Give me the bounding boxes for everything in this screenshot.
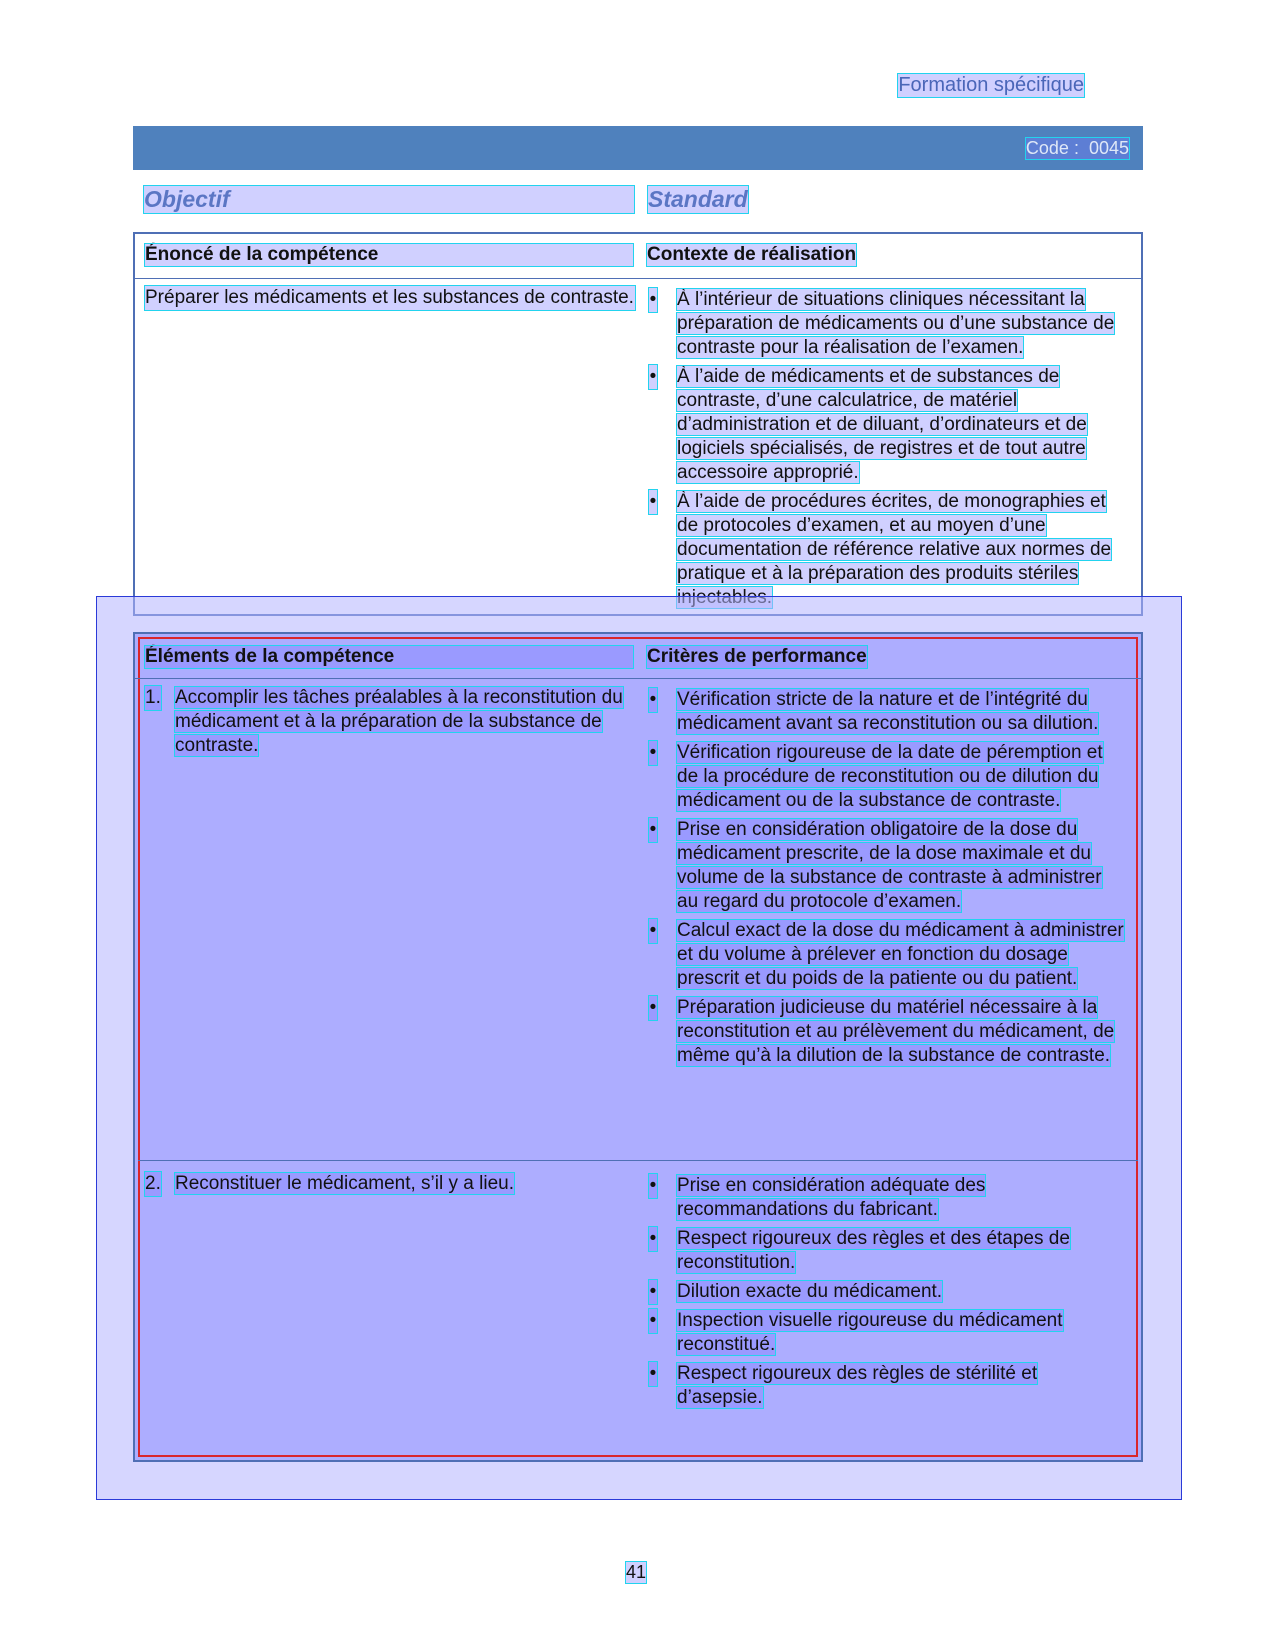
criterion-text: Calcul exact de la dose du médicament à administrer et du volume à prélever en fonction du dosage prescrit et du poids de la patiente ou du patient. <box>677 920 1124 989</box>
criterion-text: Inspection visuelle rigoureuse du médicament reconstitué. <box>677 1310 1063 1355</box>
criterion-text: Préparation judicieuse du matériel nécessaire à la reconstitution et au prélèvement du médicament, de même qu’à la dilution de la substance de contraste. <box>677 997 1115 1066</box>
bullet-icon: • <box>649 1281 657 1302</box>
bullet-icon: • <box>649 1175 657 1196</box>
bullet-icon: • <box>649 819 657 840</box>
code-bar <box>133 126 1143 170</box>
list-item <box>647 996 1125 1068</box>
list-item <box>647 1309 1125 1357</box>
list-item <box>145 686 625 758</box>
criteria-list-2 <box>647 1174 1125 1415</box>
standard-heading: Standard <box>648 186 748 212</box>
contexte-item-text: À l’intérieur de situations cliniques nécessitant la préparation de médicaments ou d’une substance de contraste pour la réalisation de l’examen. <box>677 289 1115 358</box>
list-item <box>647 1174 1125 1222</box>
criterion-text: Respect rigoureux des règles de stérilité et d’asepsie. <box>677 1363 1038 1408</box>
criterion-text: Vérification stricte de la nature et de l’intégrité du médicament avant sa reconstitution ou sa dilution. <box>677 689 1099 734</box>
bullet-icon: • <box>649 742 657 763</box>
element-text: Reconstituer le médicament, s’il y a lieu. <box>175 1173 514 1194</box>
contexte-list <box>647 288 1125 615</box>
bullet-icon: • <box>649 920 657 941</box>
list-item <box>647 1280 1125 1304</box>
code-value: 0045 <box>1088 138 1129 158</box>
header-divider <box>135 678 1141 679</box>
page-number: 41 <box>626 1562 647 1582</box>
criterion-text: Prise en considération adéquate des recommandations du fabricant. <box>677 1175 986 1220</box>
criteria-list-1 <box>647 688 1125 1073</box>
element-text: Accomplir les tâches préalables à la reconstitution du médicament et à la préparation de la substance de contraste. <box>175 687 623 756</box>
list-item <box>647 919 1125 991</box>
elements-header: Éléments de la compétence <box>145 646 633 668</box>
bullet-icon: • <box>649 1363 657 1384</box>
document-header-label: Formation spécifique <box>898 74 1084 96</box>
list-item <box>145 1172 625 1196</box>
list-item <box>647 818 1125 914</box>
criterion-text: Vérification rigoureuse de la date de péremption et de la procédure de reconstitution ou de dilution du médicament ou de la substance de contraste. <box>677 742 1103 811</box>
bullet-icon: • <box>649 1228 657 1249</box>
bullet-icon: • <box>649 1310 657 1331</box>
bullet-icon: • <box>649 289 657 310</box>
objectif-heading: Objectif <box>144 186 634 213</box>
list-item <box>647 688 1125 736</box>
code-label <box>1026 138 1129 159</box>
contexte-header: Contexte de réalisation <box>647 244 857 265</box>
competence-statement-table <box>133 232 1143 616</box>
element-row-1 <box>145 686 625 758</box>
element-number: 2. <box>145 1173 161 1194</box>
bullet-icon: • <box>649 997 657 1018</box>
list-item <box>647 1227 1125 1275</box>
list-item <box>647 365 1125 485</box>
list-item <box>647 288 1125 360</box>
criterion-text: Respect rigoureux des règles et des étapes de reconstitution. <box>677 1228 1070 1273</box>
competence-statement: Préparer les médicaments et les substances de contraste. <box>145 287 634 308</box>
list-item <box>647 490 1125 610</box>
contexte-item-text: À l’aide de médicaments et de substances de contraste, d’une calculatrice, de matériel d’administration et de diluant, d’ordinateurs et de logiciels spécialisés, de registres et de tout autre accessoire approprié. <box>677 366 1087 483</box>
bullet-icon: • <box>649 491 657 512</box>
performance-criteria-table <box>133 632 1143 1462</box>
bullet-icon: • <box>649 366 657 387</box>
list-item <box>647 741 1125 813</box>
criteres-header: Critères de performance <box>647 646 867 667</box>
contexte-item-text: À l’aide de procédures écrites, de monographies et de protocoles d’examen, et au moyen d’une documentation de référence relative aux normes de pratique et à la préparation des produits stériles <box>677 491 1111 608</box>
code-label-text: Code : <box>1025 138 1079 158</box>
element-number: 1. <box>145 687 161 708</box>
header-divider <box>135 278 1141 279</box>
enonce-header: Énoncé de la compétence <box>145 244 633 266</box>
element-row-2 <box>145 1172 625 1196</box>
bullet-icon: • <box>649 689 657 710</box>
row-divider <box>138 1160 1138 1161</box>
criterion-text: Dilution exacte du médicament. <box>677 1281 943 1302</box>
list-item <box>647 1362 1125 1410</box>
criterion-text: Prise en considération obligatoire de la dose du médicament prescrite, de la dose maximale et du volume de la substance de contraste à administrer au regard du protocole d’examen. <box>677 819 1102 912</box>
